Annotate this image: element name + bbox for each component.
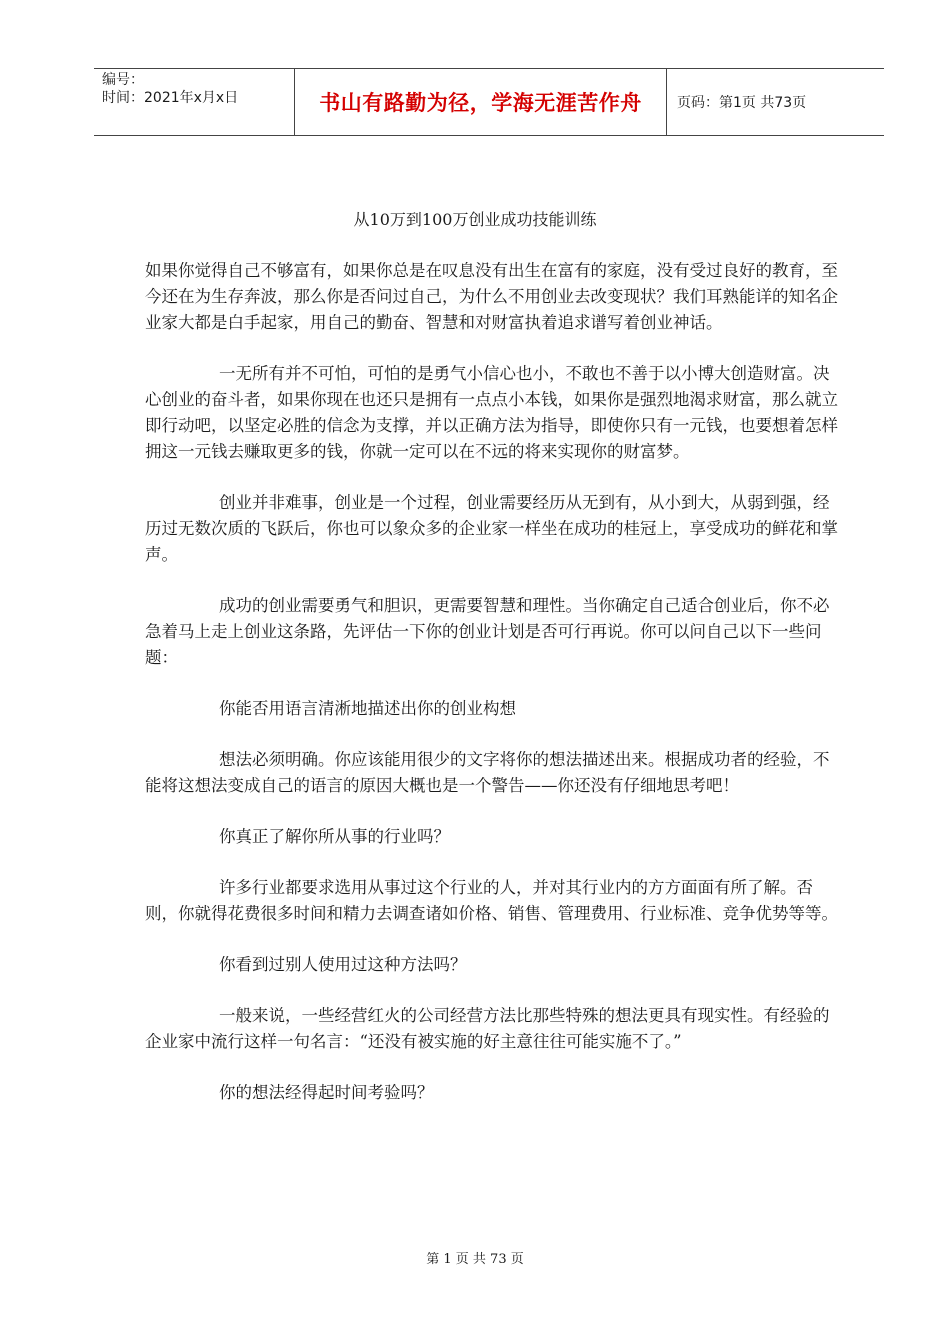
question-heading: 你的想法经得起时间考验吗？ bbox=[219, 1083, 434, 1102]
paragraph: 成功的创业需要勇气和胆识，更需要智慧和理性。当你确定自己适合创业后，你不必急着马上走上创业这条路，先评估一下你的创业计划是否可行再说。你可以问自己以下一些问题： bbox=[145, 596, 830, 667]
header-motto: 书山有路勤为径，学海无涯苦作舟 bbox=[295, 69, 667, 135]
header-meta bbox=[94, 69, 295, 135]
question-heading: 你能否用语言清淅地描述出你的创业构想 bbox=[219, 699, 516, 718]
paragraph: 如果你觉得自己不够富有，如果你总是在叹息没有出生在富有的家庭，没有受过良好的教育，至今还在为生存奔波，那么你是否问过自己，为什么不用创业去改变现状？我们耳熟能详的知名企业家大都是白手起家，用自己的勤奋、智慧和对财富执着追求谱写着创业神话。 bbox=[145, 261, 838, 332]
paragraph: 想法必须明确。你应该能用很少的文字将你的想法描述出来。根据成功者的经验，不能将这想法变成自己的语言的原因大概也是一个警告——你还没有仔细地思考吧！ bbox=[145, 750, 830, 795]
document-body bbox=[145, 258, 845, 1131]
question-heading: 你看到过别人使用过这种方法吗？ bbox=[219, 955, 467, 974]
time-label: 时间：2021年x月x日 bbox=[102, 90, 239, 106]
paragraph: 一般来说，一些经营红火的公司经营方法比那些特殊的想法更具有现实性。有经验的企业家中流行这样一句名言：“还没有被实施的好主意往往可能实施不了。” bbox=[145, 1006, 830, 1051]
document-header bbox=[94, 68, 884, 136]
question-heading: 你真正了解你所从事的行业吗？ bbox=[219, 827, 450, 846]
serial-number-label: 编号： bbox=[102, 72, 144, 88]
page-footer: 第 1 页 共 73 页 bbox=[426, 1252, 524, 1267]
paragraph: 许多行业都要求选用从事过这个行业的人，并对其行业内的方方面面有所了解。否则，你就得花费很多时间和精力去调查诸如价格、销售、管理费用、行业标准、竞争优势等等。 bbox=[145, 878, 838, 923]
document-title: 从10万到100万创业成功技能训练 bbox=[353, 210, 597, 229]
paragraph: 创业并非难事，创业是一个过程，创业需要经历从无到有，从小到大，从弱到强，经历过无数次质的飞跃后，你也可以象众多的企业家一样坐在成功的桂冠上，享受成功的鲜花和掌声。 bbox=[145, 493, 838, 564]
header-page-info: 页码：第1页 共73页 bbox=[677, 95, 807, 111]
paragraph: 一无所有并不可怕，可怕的是勇气小信心也小，不敢也不善于以小博大创造财富。决心创业的奋斗者，如果你现在也还只是拥有一点点小本钱，如果你是强烈地渴求财富，那么就立即行动吧，以坚定必胜的信念为支撑，并以正确方法为指导，即使你只有一元钱，也要想着怎样拥这一元钱去赚取更多的钱，你就一定可以在不远的将来实现你的财富梦。 bbox=[145, 364, 838, 461]
